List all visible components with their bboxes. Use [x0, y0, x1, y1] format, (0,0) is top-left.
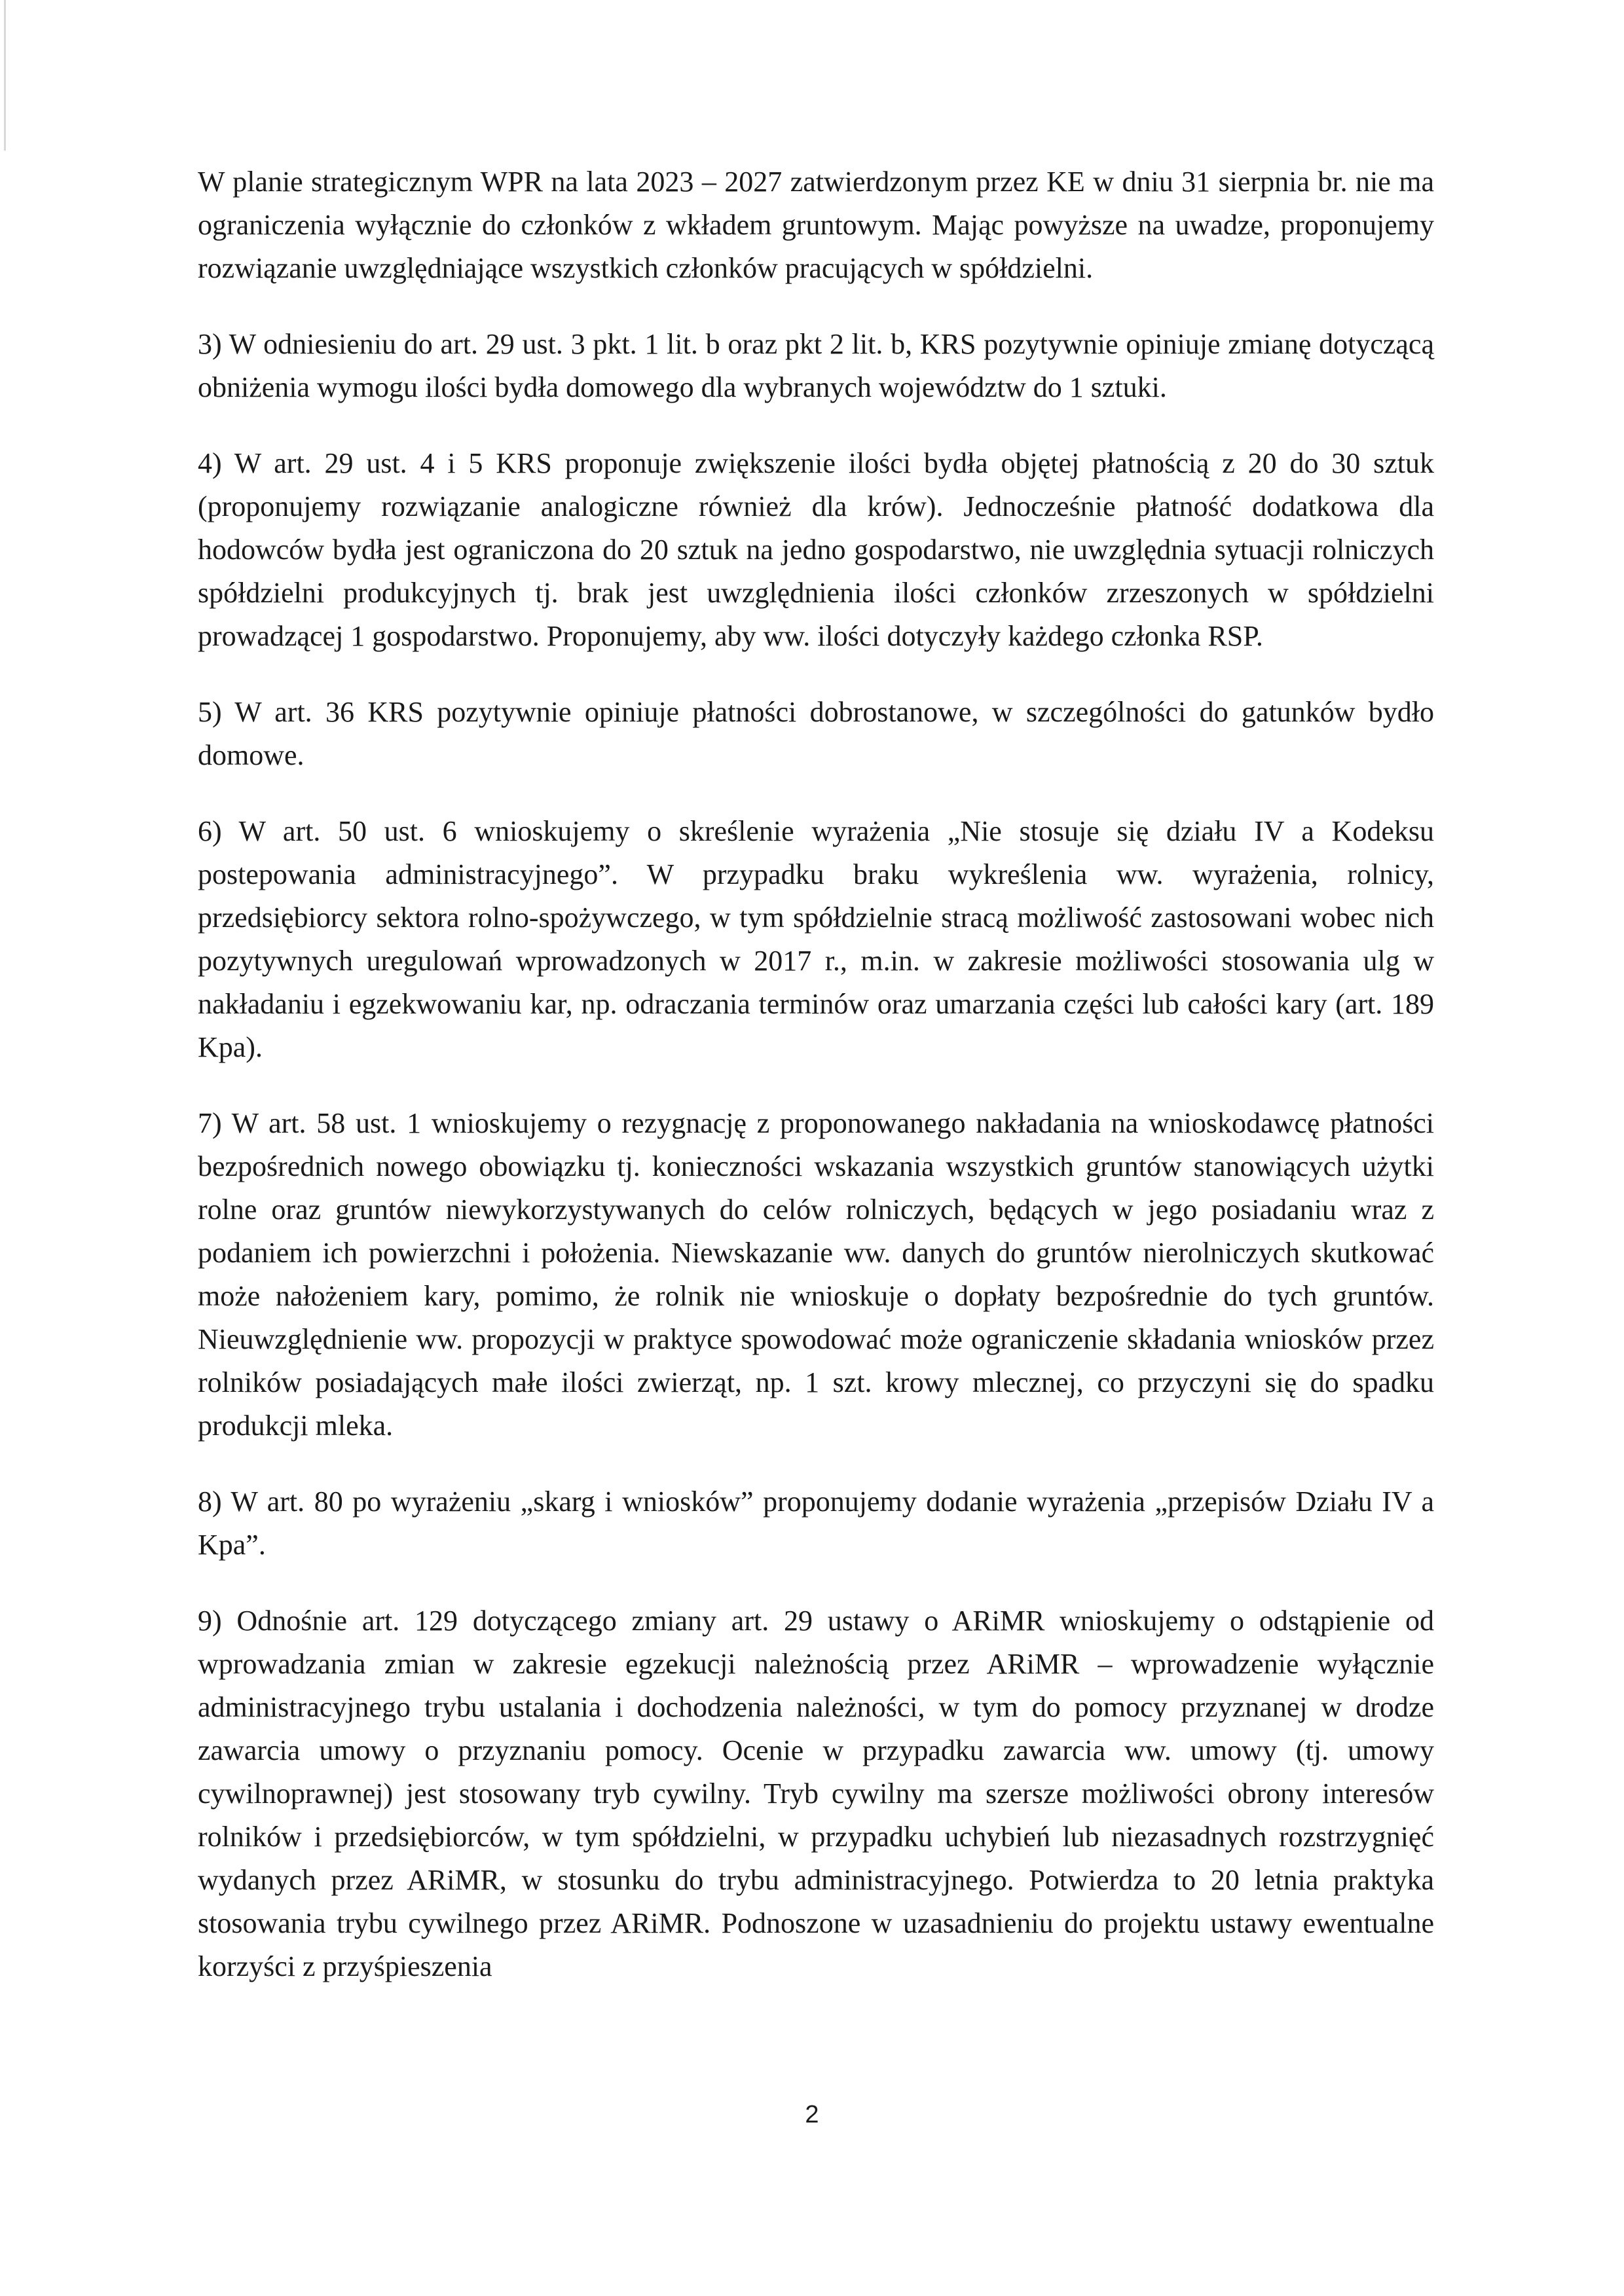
paragraph-intro: W planie strategicznym WPR na lata 2023 – 2027 zatwierdzonym przez KE w dniu 31 sierpnia br. nie ma ograniczenia wyłącznie do członków z wkładem gruntowym. Mając powyższe na uwadze, proponujemy rozwiązanie uwzględniające wszystkich członków pracujących w spółdzielni.: [198, 166, 1434, 284]
page-number: 2: [805, 2101, 819, 2128]
paragraph-point-5: 5) W art. 36 KRS pozytywnie opiniuje płatności dobrostanowe, w szczególności do gatunków bydło domowe.: [198, 696, 1434, 771]
paragraph-point-3: 3) W odniesieniu do art. 29 ust. 3 pkt. 1 lit. b oraz pkt 2 lit. b, KRS pozytywnie opiniuje zmianę dotyczącą obniżenia wymogu ilości bydła domowego dla wybranych województw do 1 sztuki.: [198, 328, 1434, 403]
document-body: [198, 160, 1434, 1988]
paragraph-point-9: 9) Odnośnie art. 129 dotyczącego zmiany art. 29 ustawy o ARiMR wnioskujemy o odstąpienie od wprowadzania zmian w zakresie egzekucji należnością przez ARiMR – wprowadzenie wyłącznie administracyjnego trybu ustalania i dochodzenia należności, w tym do pomocy przyznanej w drodze zawarcia umowy o przyznaniu pomocy. Ocenie w przypadku zawarcia ww. umowy (tj. umowy cywilnoprawnej) jest stosowany tryb cywilny. Tryb cywilny ma szersze możliwości obrony interesów rolników i przedsiębiorców, w tym spółdzielni, w przypadku uchybień lub niezasadnych rozstrzygnięć wydanych przez ARiMR, w stosunku do trybu administracyjnego. Potwierdza to 20 letnia praktyka stosowania trybu cywilnego przez ARiMR. Podnoszone w uzasadnieniu do projektu ustawy ewentualne korzyści z przyśpieszenia: [198, 1605, 1434, 1982]
paragraph-point-6: 6) W art. 50 ust. 6 wnioskujemy o skreślenie wyrażenia „Nie stosuje się działu IV a Kodeksu postepowania administracyjnego”. W przypadku braku wykreślenia ww. wyrażenia, rolnicy, przedsiębiorcy sektora rolno-spożywczego, w tym spółdzielnie stracą możliwość zastosowani wobec nich pozytywnych uregulowań wprowadzonych w 2017 r., m.in. w zakresie możliwości stosowania ulg w nakładaniu i egzekwowaniu kar, np. odraczania terminów oraz umarzania części lub całości kary (art. 189 Kpa).: [198, 815, 1434, 1063]
paragraph-point-8: 8) W art. 80 po wyrażeniu „skarg i wniosków” proponujemy dodanie wyrażenia „przepisów Działu IV a Kpa”.: [198, 1485, 1434, 1561]
scan-edge-mark: [4, 0, 6, 151]
paragraph-point-4: 4) W art. 29 ust. 4 i 5 KRS proponuje zwiększenie ilości bydła objętej płatnością z 20 do 30 sztuk (proponujemy rozwiązanie analogiczne również dla krów). Jednocześnie płatność dodatkowa dla hodowców bydła jest ograniczona do 20 sztuk na jedno gospodarstwo, nie uwzględnia sytuacji rolniczych spółdzielni produkcyjnych tj. brak jest uwzględnienia ilości członków zrzeszonych w spółdzielni prowadzącej 1 gospodarstwo. Proponujemy, aby ww. ilości dotyczyły każdego członka RSP.: [198, 447, 1434, 652]
paragraph-point-7: 7) W art. 58 ust. 1 wnioskujemy o rezygnację z proponowanego nakładania na wnioskodawcę płatności bezpośrednich nowego obowiązku tj. konieczności wskazania wszystkich gruntów stanowiących użytki rolne oraz gruntów niewykorzystywanych do celów rolniczych, będących w jego posiadaniu wraz z podaniem ich powierzchni i położenia. Niewskazanie ww. danych do gruntów nierolniczych skutkować może nałożeniem kary, pomimo, że rolnik nie wnioskuje o dopłaty bezpośrednie do tych gruntów. Nieuwzględnienie ww. propozycji w praktyce spowodować może ograniczenie składania wniosków przez rolników posiadających małe ilości zwierząt, np. 1 szt. krowy mlecznej, co przyczyni się do spadku produkcji mleka.: [198, 1107, 1434, 1442]
